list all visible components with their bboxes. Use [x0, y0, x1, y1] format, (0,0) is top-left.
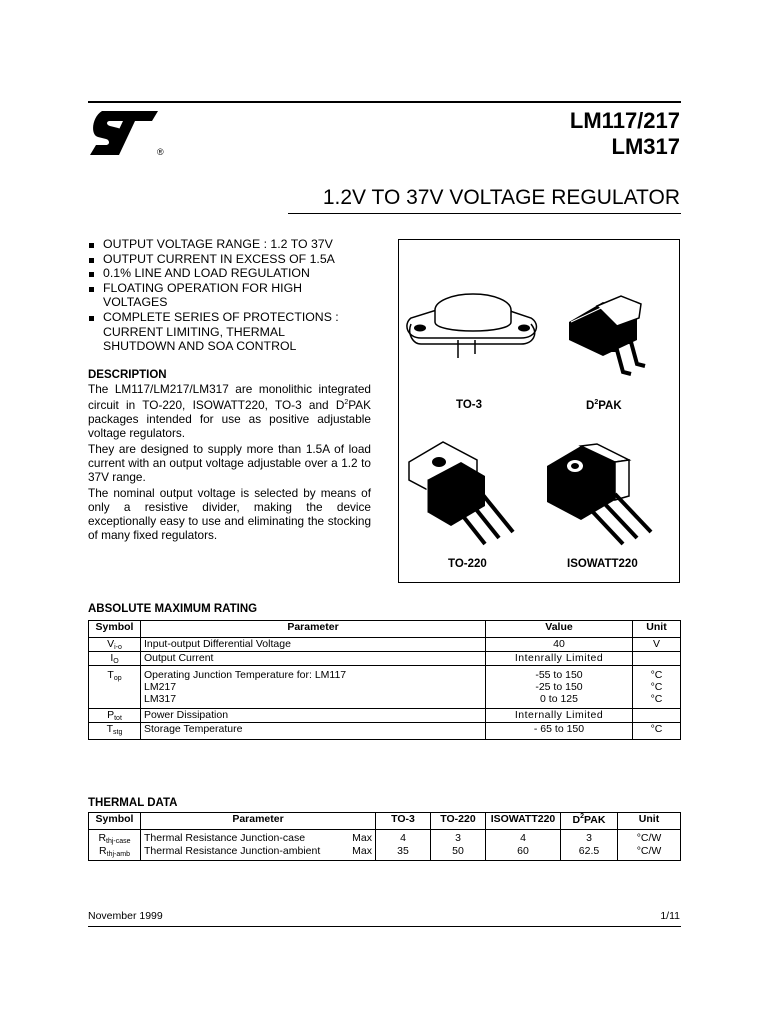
description-heading: DESCRIPTION — [88, 369, 167, 381]
abs-max-table — [88, 620, 681, 740]
to3-label: TO-3 — [456, 399, 482, 411]
table-header-row: Symbol Parameter TO-3 TO-220 ISOWATT220 $D^2PAK$ Unit — [89, 813, 681, 830]
table-row: $T_{op}$ Operating Junction Temperature for: LM117 LM217 LM317 -55 to 150 -25 to 150 0 to 125 °C °C °C — [89, 666, 681, 709]
footer-rule — [88, 926, 681, 927]
package-drawings-box — [398, 239, 680, 583]
isowatt220-package-icon — [539, 440, 675, 550]
top-rule — [88, 101, 681, 103]
feature-item: OUTPUT VOLTAGE RANGE : 1.2 TO 37V — [88, 237, 388, 252]
feature-item: OUTPUT CURRENT IN EXCESS OF 1.5A — [88, 252, 388, 267]
table-row: $T_{stg}$ Storage Temperature - 65 to 150 °C — [89, 723, 681, 740]
footer-date: November 1999 — [88, 910, 163, 922]
isowatt220-label: ISOWATT220 — [567, 558, 638, 570]
to3-package-icon — [403, 280, 545, 365]
table-row: $R_{thj-amb}$ Thermal Resistance Junction-ambient Max 35 50 60 62.5 °C/W — [89, 845, 681, 861]
table-header-row: Symbol Parameter Value Unit — [89, 621, 681, 638]
page-title: 1.2V TO 37V VOLTAGE REGULATOR — [322, 186, 680, 209]
to220-label: TO-220 — [448, 558, 487, 570]
st-logo-icon — [88, 111, 160, 157]
feature-item: 0.1% LINE AND LOAD REGULATION — [88, 266, 388, 281]
description-paragraph: They are designed to supply more than 1.5A of load current with an output voltage adjustable over a 1.2 to 37V range. — [88, 442, 371, 484]
part-number-line-2: LM317 — [611, 134, 680, 159]
part-number-line-1: LM117/217 — [569, 108, 680, 133]
d2pak-package-icon — [561, 292, 661, 382]
title-rule — [288, 213, 681, 214]
table-row: $P_{tot}$ Power Dissipation Internally Limited — [89, 709, 681, 723]
registered-mark: ® — [157, 147, 164, 157]
feature-list — [88, 237, 388, 354]
description-paragraph: The nominal output voltage is selected by means of only a resistive divider, making the device exceptionally easy to use and eliminating the stocking of many fixed regulators. — [88, 486, 371, 542]
table-row: $V_{i-o}$ Input-output Differential Voltage 40 V — [89, 638, 681, 652]
page-number: 1/11 — [660, 910, 680, 922]
d2pak-label: $D^2PAK$ — [586, 399, 622, 412]
feature-item: FLOATING OPERATION FOR HIGH VOLTAGES — [88, 281, 328, 310]
to220-package-icon — [405, 440, 535, 550]
thermal-heading: THERMAL DATA — [88, 797, 178, 809]
description-paragraph: The LM117/LM217/LM317 are monolithic integrated circuit in TO-220, ISOWATT220, TO-3 and $D^2PAK$ packages intended for use as positive adjustable voltage regulators. — [88, 382, 371, 440]
table-row: $I_O$ Output Current Intenrally Limited — [89, 652, 681, 666]
description-body — [88, 382, 371, 544]
abs-max-heading: ABSOLUTE MAXIMUM RATING — [88, 603, 258, 615]
table-row: $R_{thj-case}$ Thermal Resistance Junction-case Max 4 3 4 3 °C/W — [89, 830, 681, 846]
feature-item: COMPLETE SERIES OF PROTECTIONS : CURRENT LIMITING, THERMAL SHUTDOWN AND SOA CONTROL — [88, 310, 358, 354]
thermal-table — [88, 812, 681, 861]
